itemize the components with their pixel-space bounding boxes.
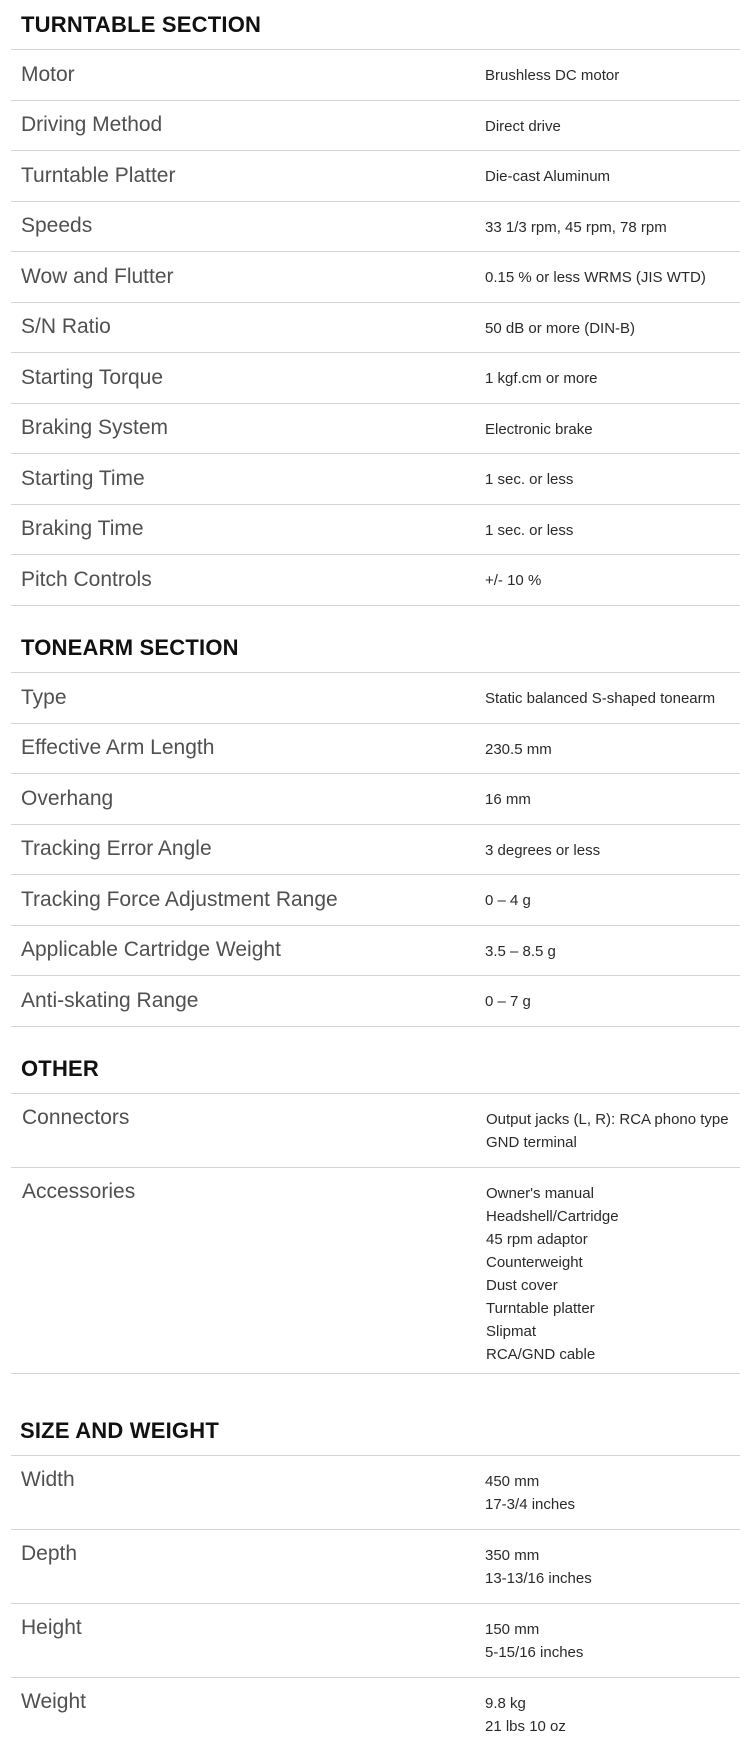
spec-row-anti-skating-range bbox=[11, 976, 740, 1027]
spec-value: 1 sec. or less bbox=[485, 521, 574, 539]
spec-value bbox=[485, 1094, 740, 1164]
spec-label: S/N Ratio bbox=[21, 315, 111, 339]
other-section bbox=[11, 1044, 740, 1374]
value-line: Owner's manual bbox=[486, 1185, 594, 1202]
spec-row-pitch-controls bbox=[11, 555, 740, 606]
spec-row-overhang bbox=[11, 774, 740, 825]
spec-label: Overhang bbox=[21, 786, 114, 810]
spec-row-effective-arm-length bbox=[11, 724, 740, 775]
spec-label: Anti-skating Range bbox=[21, 988, 199, 1012]
spec-label: Connectors bbox=[22, 1106, 130, 1129]
spec-value: 50 dB or more (DIN-B) bbox=[485, 319, 636, 337]
value-line: 17-3/4 inches bbox=[485, 1496, 576, 1513]
value-line: Turntable platter bbox=[486, 1300, 595, 1317]
spec-label: Width bbox=[21, 1468, 75, 1491]
section-title: TURNTABLE SECTION bbox=[11, 0, 740, 50]
spec-value bbox=[485, 1678, 740, 1748]
spec-row-width bbox=[11, 1456, 740, 1530]
spec-label: Starting Time bbox=[21, 466, 145, 490]
value-line: Counterweight bbox=[486, 1254, 583, 1271]
value-line: Slipmat bbox=[486, 1323, 537, 1340]
spec-row-braking-time bbox=[11, 505, 740, 556]
value-line: 450 mm bbox=[485, 1473, 540, 1490]
value-line: Headshell/Cartridge bbox=[486, 1208, 619, 1225]
spec-value bbox=[485, 1530, 740, 1600]
spec-value: Brushless DC motor bbox=[485, 67, 620, 85]
spec-value: 0.15 % or less WRMS (JIS WTD) bbox=[485, 269, 706, 287]
spec-row-braking-system bbox=[11, 404, 740, 455]
spec-value: 0 – 4 g bbox=[485, 892, 531, 910]
spec-label: Height bbox=[21, 1616, 82, 1639]
spec-value: 1 sec. or less bbox=[485, 471, 574, 489]
spec-value: 0 – 7 g bbox=[485, 993, 531, 1011]
spec-value bbox=[485, 1168, 740, 1376]
spec-row-depth bbox=[11, 1530, 740, 1604]
spec-row-height bbox=[11, 1604, 740, 1678]
size-weight-section bbox=[11, 1406, 740, 1752]
value-line: 150 mm bbox=[485, 1621, 540, 1638]
spec-value bbox=[485, 1604, 740, 1674]
spec-value bbox=[485, 1456, 740, 1526]
value-line: Output jacks (L, R): RCA phono type bbox=[486, 1111, 729, 1128]
spec-row-cartridge-weight bbox=[11, 926, 740, 977]
spec-label: Weight bbox=[21, 1690, 86, 1713]
value-line: RCA/GND cable bbox=[486, 1346, 596, 1363]
spec-value: 3.5 – 8.5 g bbox=[485, 942, 556, 960]
spec-value: 230.5 mm bbox=[485, 740, 552, 758]
spec-label: Braking Time bbox=[21, 517, 144, 541]
spec-row-sn-ratio bbox=[11, 303, 740, 354]
value-line: Dust cover bbox=[486, 1277, 558, 1294]
spec-value: Static balanced S-shaped tonearm bbox=[485, 690, 716, 708]
spec-row-weight bbox=[11, 1678, 740, 1752]
spec-label: Turntable Platter bbox=[21, 163, 176, 187]
spec-label: Motor bbox=[21, 62, 75, 86]
spec-row-type bbox=[11, 673, 740, 724]
spec-row-tracking-force-range bbox=[11, 875, 740, 926]
spec-value: Die-cast Aluminum bbox=[485, 168, 611, 186]
spec-label: Type bbox=[21, 685, 67, 709]
spec-value: 1 kgf.cm or more bbox=[485, 370, 598, 388]
spec-value: +/- 10 % bbox=[485, 572, 542, 590]
spec-row-driving-method bbox=[11, 101, 740, 152]
value-line: GND terminal bbox=[486, 1134, 577, 1151]
spec-label: Effective Arm Length bbox=[21, 736, 215, 760]
spec-label: Pitch Controls bbox=[21, 567, 152, 591]
spec-label: Driving Method bbox=[21, 113, 163, 137]
section-title: OTHER bbox=[11, 1044, 740, 1094]
spec-label: Wow and Flutter bbox=[21, 264, 174, 288]
value-line: 45 rpm adaptor bbox=[486, 1231, 588, 1248]
value-line: 5-15/16 inches bbox=[485, 1644, 584, 1661]
tonearm-section bbox=[11, 623, 740, 1027]
spec-row-motor bbox=[11, 50, 740, 101]
spec-row-accessories bbox=[11, 1168, 740, 1374]
spec-label: Tracking Force Adjustment Range bbox=[21, 887, 338, 911]
spec-value: 16 mm bbox=[485, 791, 531, 809]
spec-value: 3 degrees or less bbox=[485, 841, 601, 859]
spec-value: Electronic brake bbox=[485, 420, 593, 438]
spec-label: Accessories bbox=[22, 1180, 136, 1203]
spec-label: Starting Torque bbox=[21, 365, 164, 389]
value-line: 21 lbs 10 oz bbox=[485, 1718, 566, 1735]
spec-value: 33 1/3 rpm, 45 rpm, 78 rpm bbox=[485, 218, 667, 236]
spec-label: Speeds bbox=[21, 214, 93, 238]
turntable-section bbox=[11, 0, 740, 606]
value-line: 350 mm bbox=[485, 1547, 540, 1564]
spec-row-tracking-error-angle bbox=[11, 825, 740, 876]
value-line: 9.8 kg bbox=[485, 1695, 526, 1712]
spec-row-wow-and-flutter bbox=[11, 252, 740, 303]
spec-row-starting-time bbox=[11, 454, 740, 505]
spec-row-starting-torque bbox=[11, 353, 740, 404]
spec-label: Braking System bbox=[21, 416, 169, 440]
spec-label: Tracking Error Angle bbox=[21, 837, 212, 861]
section-title: TONEARM SECTION bbox=[11, 623, 740, 673]
spec-label: Depth bbox=[21, 1542, 78, 1565]
section-title: SIZE AND WEIGHT bbox=[11, 1406, 740, 1456]
value-line: 13-13/16 inches bbox=[485, 1570, 592, 1587]
spec-label: Applicable Cartridge Weight bbox=[21, 938, 281, 962]
spec-row-connectors bbox=[11, 1094, 740, 1168]
spec-row-speeds bbox=[11, 202, 740, 253]
spec-value: Direct drive bbox=[485, 117, 561, 135]
spec-row-turntable-platter bbox=[11, 151, 740, 202]
